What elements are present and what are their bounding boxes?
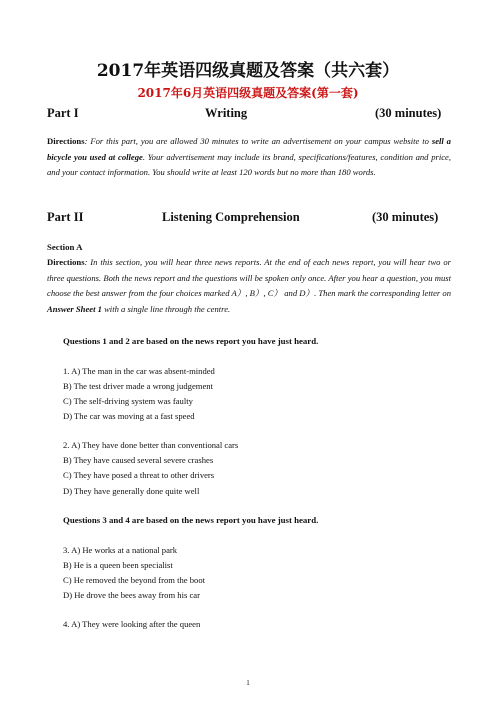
part2-label: Part II [47,210,84,224]
part1-time: (30 minutes) [375,106,442,120]
q3-option-d: D) He drove the bees away from his car [63,590,200,600]
part1-directions-text-a: : For this part, you are allowed 30 minutes to write an advertisement on your campus website to [84,136,432,146]
q4-option-a: 4. A) They were looking after the queen [63,619,201,629]
q1-option-d: D) The car was moving at a fast speed [63,411,195,421]
q1-option-c: C) The self-driving system was faulty [63,396,193,406]
part1-name: Writing [205,106,248,120]
q3-option-c: C) He removed the beyond from the boot [63,575,205,585]
part1-directions-emphasis: sell a bicycle you used at college [47,136,451,162]
q3-option-b: B) He is a queen been specialist [63,560,173,570]
part1-directions-text-b: . Your advertisement may include its brand, specifications/features, condition and price, and your contact information. You should write at least 120 words but no more than 180 words. [47,151,452,178]
part1-directions [47,134,451,181]
part1-label: Part I [47,106,79,120]
q2-option-d: D) They have generally done quite well [63,486,200,496]
part2-time: (30 minutes) [372,210,439,224]
questions-3-4-heading: Questions 3 and 4 are based on the news report you have just heard. [63,515,319,525]
q2-option-a: 2. A) They have done better than conventional cars [63,440,239,450]
part2-directions-text-b: with a single line through the centre. [101,303,231,314]
q2-option-c: C) They have posed a threat to other drivers [63,470,215,480]
document-title: 2017年英语四级真题及答案（共六套） [96,61,400,81]
part2-directions [47,255,451,317]
document-subtitle: 2017年6月英语四级真题及答案(第一套) [137,86,359,100]
section-a-label: Section A [47,242,83,252]
page-number: 1 [246,679,250,687]
part2-name: Listening Comprehension [162,210,300,224]
q2-option-b: B) They have caused several severe crashes [63,455,214,465]
part2-directions-label: Directions [47,257,85,267]
q3-option-a: 3. A) He works at a national park [63,545,178,555]
part2-directions-emphasis: Answer Sheet 1 [47,303,102,314]
part1-directions-label: Directions [47,136,85,146]
part2-directions-text-a: : In this section, you will hear three news reports. At the end of each news report, you will hear two or three questions. Both the news report and the questions will be spoken only once. After you hear a question, you must choose the best answer from the four choices marked A）, B）, C） and D）. Then mark the corresponding letter on [47,257,452,299]
q1-option-b: B) The test driver made a wrong judgement [63,381,213,391]
questions-1-2-heading: Questions 1 and 2 are based on the news report you have just heard. [63,336,319,346]
q1-option-a: 1. A) The man in the car was absent-minded [63,366,215,376]
